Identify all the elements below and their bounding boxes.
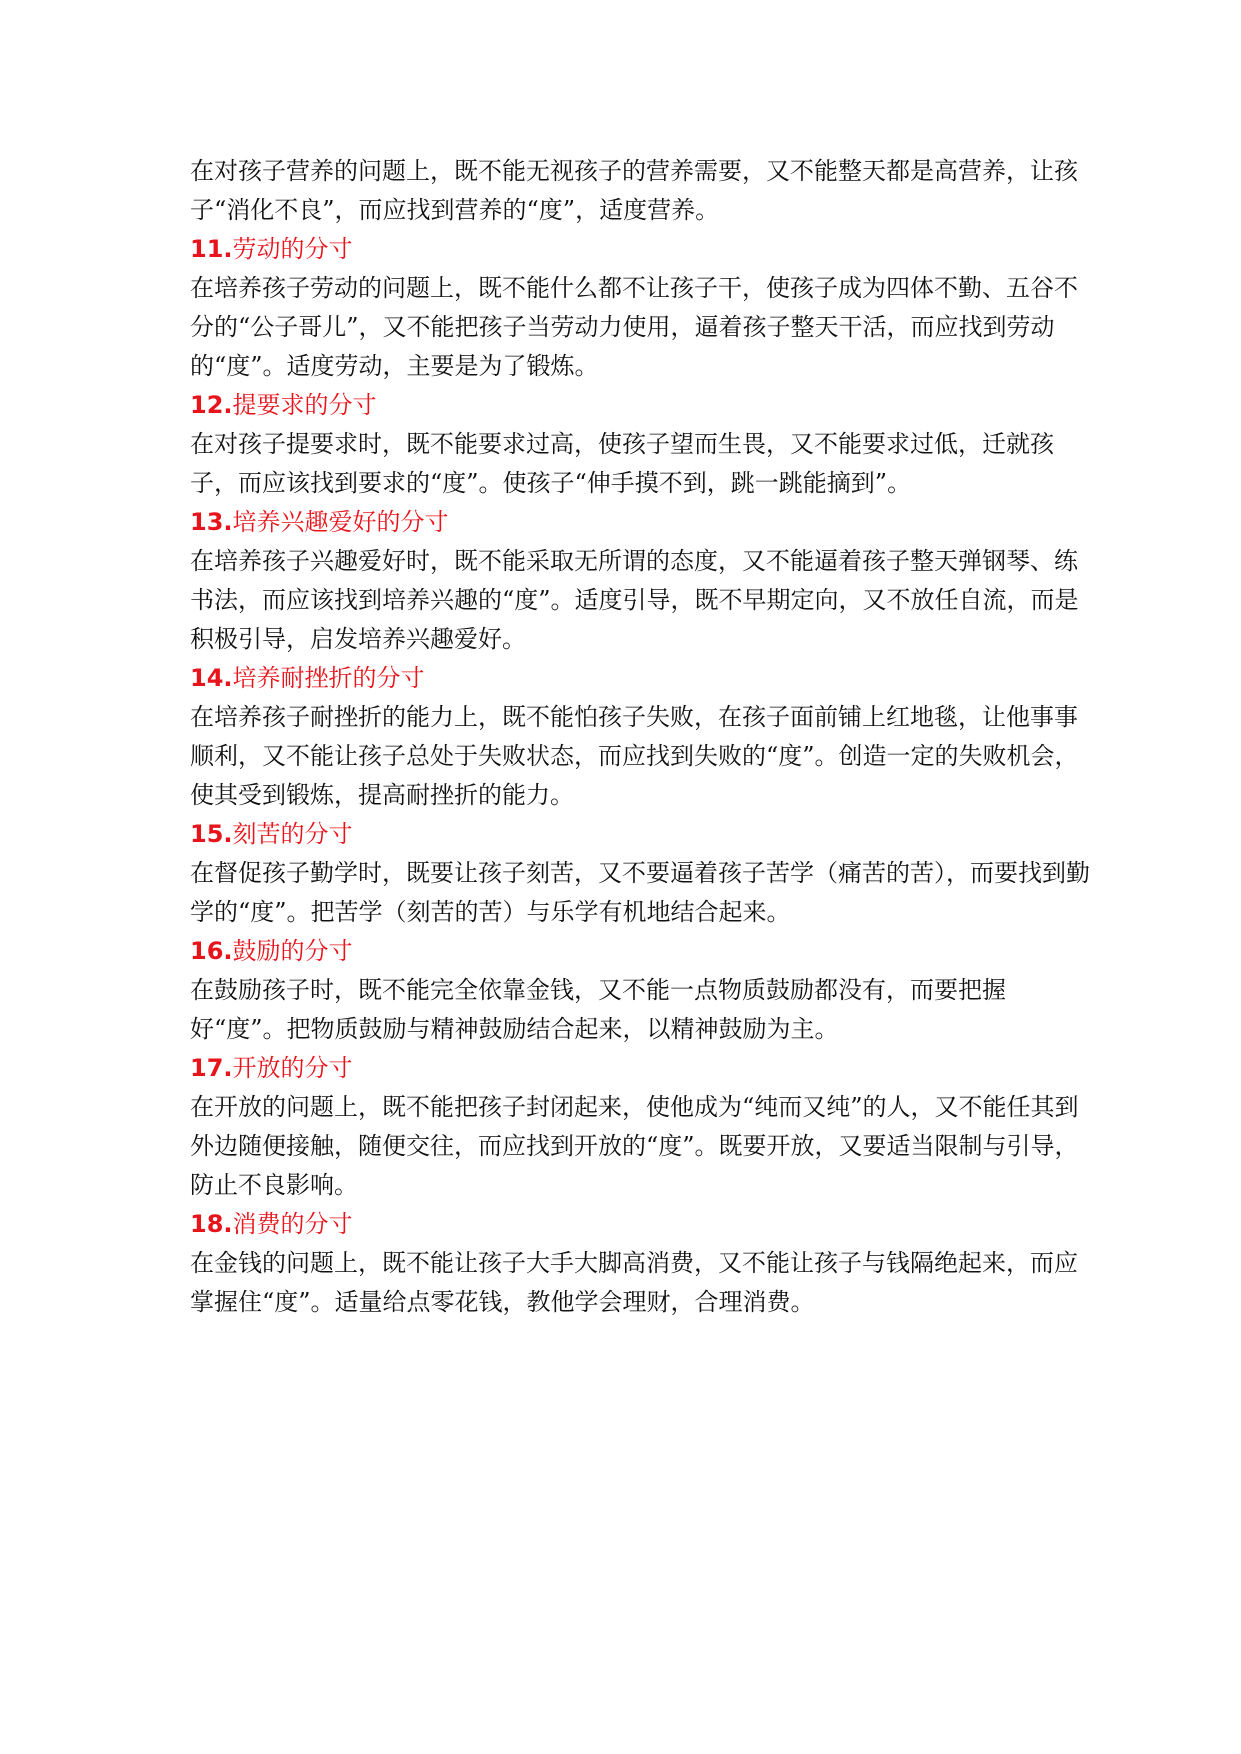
section-title: 消费的分寸 [232,1210,353,1238]
section-heading-14 [190,659,1090,698]
section-body-18: 在金钱的问题上，既不能让孩子大手大脚高消费，又不能让孩子与钱隔绝起来，而应掌握住“度”。适量给点零花钱，教他学会理财，合理消费。 [190,1249,1078,1316]
section-heading-11 [190,230,1090,269]
section-number: 14. [190,664,233,692]
section-heading-13 [190,503,1090,542]
section-title: 鼓励的分寸 [232,937,353,965]
section-title: 刻苦的分寸 [232,820,353,848]
section-number: 11. [190,235,233,263]
section-body-13: 在培养孩子兴趣爱好时，既不能采取无所谓的态度，又不能逼着孩子整天弹钢琴、练书法，而应该找到培养兴趣的“度”。适度引导，既不早期定向，又不放任自流，而是积极引导，启发培养兴趣爱好。 [190,547,1079,653]
section-title: 提要求的分寸 [232,391,377,419]
section-body-17: 在开放的问题上，既不能把孩子封闭起来，使他成为“纯而又纯”的人，又不能任其到外边随便接触，随便交往，而应找到开放的“度”。既要开放，又要适当限制与引导，防止不良影响。 [190,1093,1079,1199]
section-heading-18 [190,1205,1090,1244]
section-title: 培养耐挫折的分寸 [232,664,425,692]
section-number: 13. [190,508,233,536]
section-body-11: 在培养孩子劳动的问题上，既不能什么都不让孩子干，使孩子成为四体不勤、五谷不分的“公子哥儿”，又不能把孩子当劳动力使用，逼着孩子整天干活，而应找到劳动的“度”。适度劳动，主要是为了锻炼。 [190,274,1078,380]
section-body-15: 在督促孩子勤学时，既要让孩子刻苦，又不要逼着孩子苦学（痛苦的苦），而要找到勤学的“度”。把苦学（刻苦的苦）与乐学有机地结合起来。 [190,859,1090,926]
section-body-12: 在对孩子提要求时，既不能要求过高，使孩子望而生畏，又不能要求过低，迁就孩子，而应该找到要求的“度”。使孩子“伸手摸不到，跳一跳能摘到”。 [190,430,1054,497]
section-body-16: 在鼓励孩子时，既不能完全依靠金钱，又不能一点物质鼓励都没有，而要把握好“度”。把物质鼓励与精神鼓励结合起来，以精神鼓励为主。 [190,976,1006,1043]
document-page [190,152,1090,1322]
section-title: 培养兴趣爱好的分寸 [232,508,449,536]
section-number: 12. [190,391,233,419]
intro-paragraph: 在对孩子营养的问题上，既不能无视孩子的营养需要，又不能整天都是高营养，让孩子“消化不良”，而应找到营养的“度”，适度营养。 [190,157,1078,224]
section-title: 开放的分寸 [232,1054,353,1082]
section-heading-16 [190,932,1090,971]
section-heading-15 [190,815,1090,854]
section-number: 16. [190,937,233,965]
section-title: 劳动的分寸 [232,235,353,263]
section-body-14: 在培养孩子耐挫折的能力上，既不能怕孩子失败，在孩子面前铺上红地毯，让他事事顺利，又不能让孩子总处于失败状态，而应找到失败的“度”。创造一定的失败机会，使其受到锻炼，提高耐挫折的能力。 [190,703,1079,809]
section-heading-17 [190,1049,1090,1088]
section-heading-12 [190,386,1090,425]
section-number: 18. [190,1210,233,1238]
section-number: 15. [190,820,233,848]
section-number: 17. [190,1054,233,1082]
